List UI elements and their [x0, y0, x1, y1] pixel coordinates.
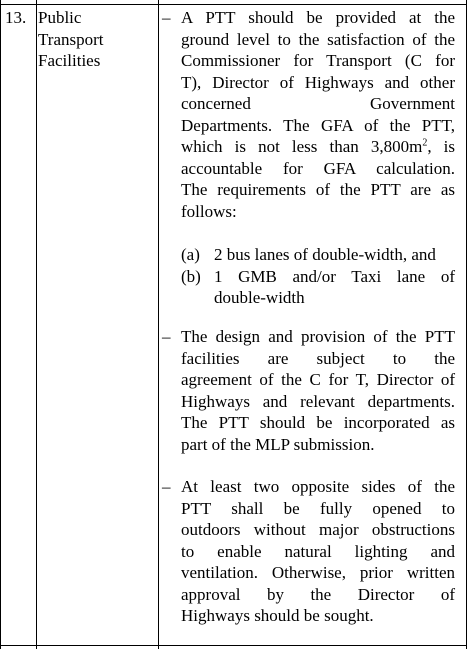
item-number: 13. — [5, 8, 27, 27]
requirements-list — [181, 244, 455, 309]
paragraph-line: T), Director of Highways and other — [181, 72, 455, 92]
paragraph-line: PTT shall be fully opened to — [181, 498, 455, 518]
paragraph-line: concerned Government — [181, 94, 455, 113]
paragraph-line: ventilation. Otherwise, prior written — [181, 563, 455, 582]
paragraph-line-gfa — [181, 136, 455, 158]
paragraph-line: follows: — [181, 201, 237, 221]
gfa-text: which is not less than 3,800m — [181, 137, 423, 156]
row-bottom-border — [0, 645, 467, 646]
bullet-dash: – — [162, 477, 171, 496]
paragraph-line: The PTT should be incorporated as — [181, 413, 455, 432]
paragraph-line: Highways and relevant departments. — [181, 391, 455, 411]
item-title — [38, 7, 148, 72]
paragraph-line: approval by the Director of — [181, 584, 455, 604]
list-marker: (a) — [181, 245, 200, 264]
paragraph-line: ground level to the satisfaction of the — [181, 29, 455, 49]
paragraph-line: part of the MLP submission. — [181, 434, 375, 454]
row-top-border — [0, 4, 467, 5]
paragraph-line: Commissioner for Transport (C for — [181, 51, 455, 70]
paragraph-line: accountable for GFA calculation. — [181, 158, 455, 178]
paragraph-ptt-provision — [181, 7, 455, 222]
bullet-dash: – — [162, 327, 171, 346]
list-item — [181, 244, 455, 266]
paragraph-line: agreement of the C for T, Director of — [181, 370, 455, 389]
paragraph-line: The design and provision of the PTT — [181, 327, 455, 346]
paragraph-line: A PTT should be provided at the — [181, 8, 455, 27]
list-item — [181, 266, 455, 309]
paragraph-line: to enable natural lighting and — [181, 541, 455, 561]
table-left-border — [0, 0, 1, 649]
gfa-suffix: , is — [427, 137, 455, 156]
paragraph-line: Highways should be sought. — [181, 606, 374, 625]
paragraph-line: outdoors without major obstructions — [181, 520, 455, 539]
paragraph-ptt-openness — [181, 476, 455, 627]
paragraph-line: The requirements of the PTT are as — [181, 180, 455, 199]
item-title-line: Facilities — [38, 51, 101, 70]
paragraph-ptt-design — [181, 326, 455, 455]
item-title-line: Transport — [38, 29, 104, 49]
column-divider-2 — [158, 0, 159, 649]
paragraph-line: facilities are subject to the — [181, 348, 455, 368]
list-item-text: double-width — [214, 288, 305, 307]
paragraph-line: At least two opposite sides of the — [181, 477, 455, 496]
list-item-text: 1 GMB and/or Taxi lane of — [214, 266, 455, 286]
item-title-line: Public — [38, 8, 82, 27]
list-item-text: 2 bus lanes of double-width, and — [214, 245, 436, 264]
column-divider-1 — [36, 0, 37, 649]
list-marker: (b) — [181, 266, 201, 286]
superscript-2: 2 — [422, 137, 428, 149]
paragraph-line: Departments. The GFA of the PTT, — [181, 115, 455, 135]
bullet-dash: – — [162, 8, 171, 27]
